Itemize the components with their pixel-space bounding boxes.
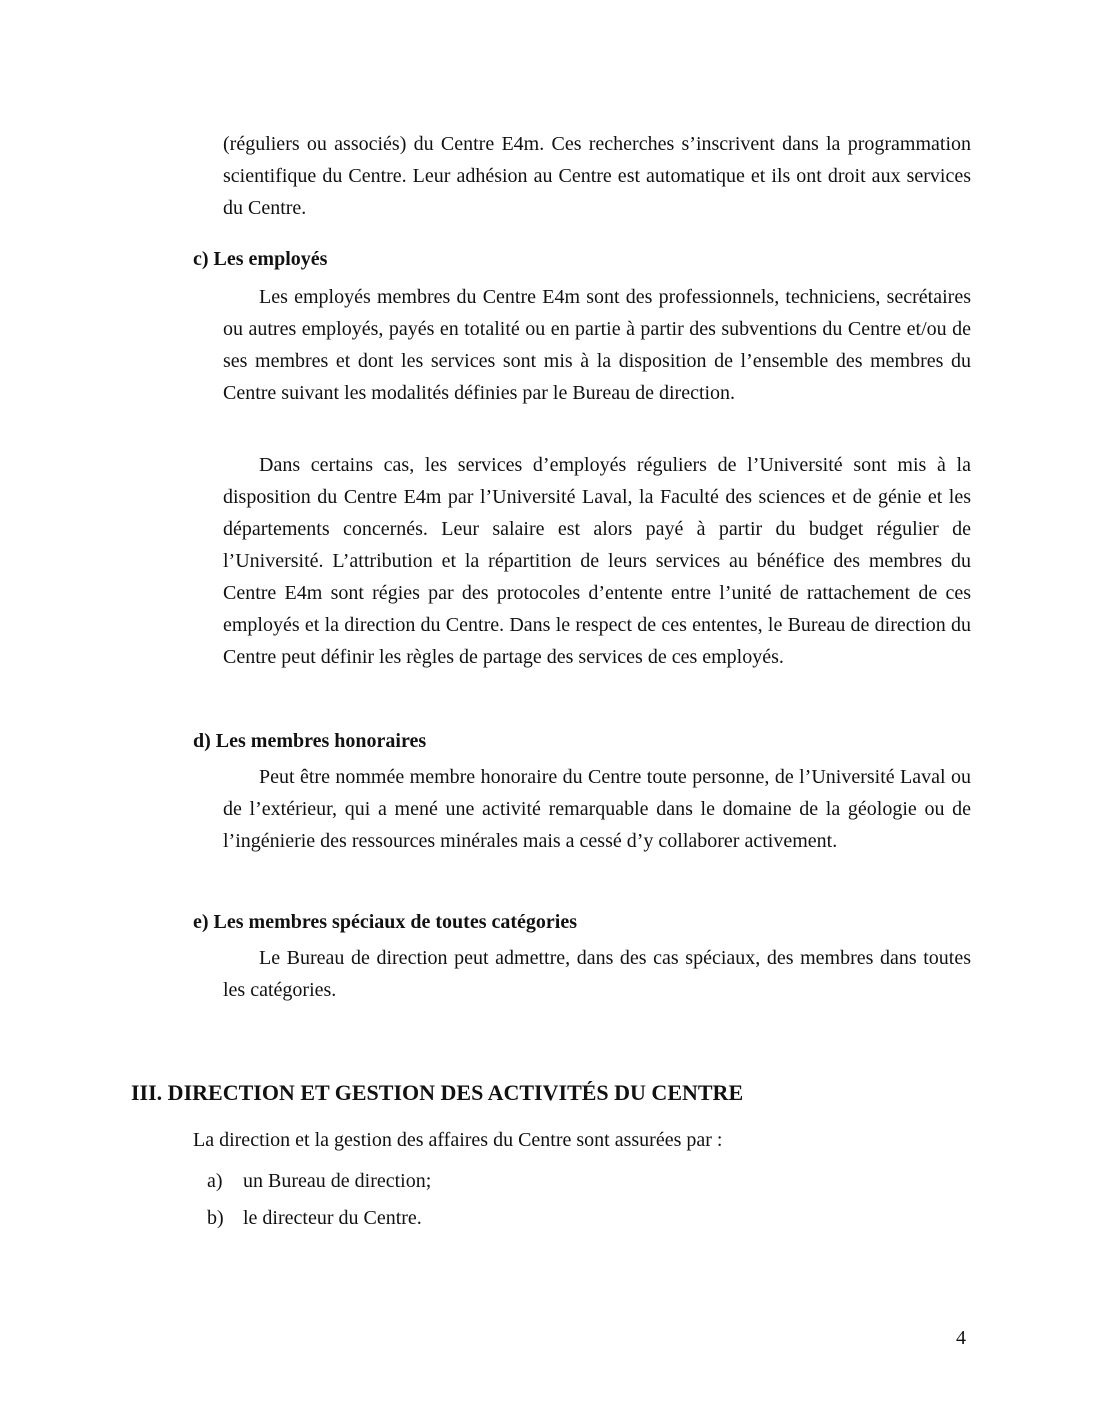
section-c-paragraph-1: Les employés membres du Centre E4m sont des professionnels, techniciens, secrétaires ou autres employés, payés en totalité ou en partie à partir des subventions du Centre et/ou de ses membres et dont les services sont mis à la disposition de l’ensemble des membres du Centre suivant les modalités définies par le Bureau de direction. <box>223 286 971 404</box>
section-iii-title: III. DIRECTION ET GESTION DES ACTIVITÉS DU CENTRE <box>131 1080 744 1105</box>
list-item-text: le directeur du Centre. <box>243 1207 422 1229</box>
section-e-heading: e) Les membres spéciaux de toutes catégories <box>193 911 577 933</box>
list-item-marker: a) <box>207 1170 223 1192</box>
page-number: 4 <box>956 1327 966 1349</box>
direction-list <box>207 1165 431 1239</box>
continuation-paragraph: (réguliers ou associés) du Centre E4m. Ces recherches s’inscrivent dans la programmation scientifique du Centre. Leur adhésion au Centre est automatique et ils ont droit aux services du Centre. <box>223 133 971 219</box>
section-iii-intro: La direction et la gestion des affaires du Centre sont assurées par : <box>193 1129 723 1151</box>
list-item <box>207 1202 431 1239</box>
list-item <box>207 1165 431 1202</box>
section-d-paragraph-1: Peut être nommée membre honoraire du Centre toute personne, de l’Université Laval ou de l’extérieur, qui a mené une activité remarquable dans le domaine de la géologie ou de l’ingénierie des ressources minérales mais a cessé d’y collaborer activement. <box>223 766 971 852</box>
list-item-text: un Bureau de direction; <box>243 1170 432 1192</box>
section-e-paragraph-1: Le Bureau de direction peut admettre, dans des cas spéciaux, des membres dans toutes les catégories. <box>223 947 971 1001</box>
section-c-heading: c) Les employés <box>193 248 328 270</box>
list-item-marker: b) <box>207 1207 224 1229</box>
section-d-heading: d) Les membres honoraires <box>193 730 427 752</box>
section-c-paragraph-2: Dans certains cas, les services d’employés réguliers de l’Université sont mis à la disposition du Centre E4m par l’Université Laval, la Faculté des sciences et de génie et les départements concernés. Leur salaire est alors payé à partir du budget régulier de l’Université. L’attribution et la répartition de leurs services au bénéfice des membres du Centre E4m sont régies par des protocoles d’entente entre l’unité de rattachement de ces employés et la direction du Centre. Dans le respect de ces ententes, le Bureau de direction du Centre peut définir les règles de partage des services de ces employés. <box>223 454 971 668</box>
